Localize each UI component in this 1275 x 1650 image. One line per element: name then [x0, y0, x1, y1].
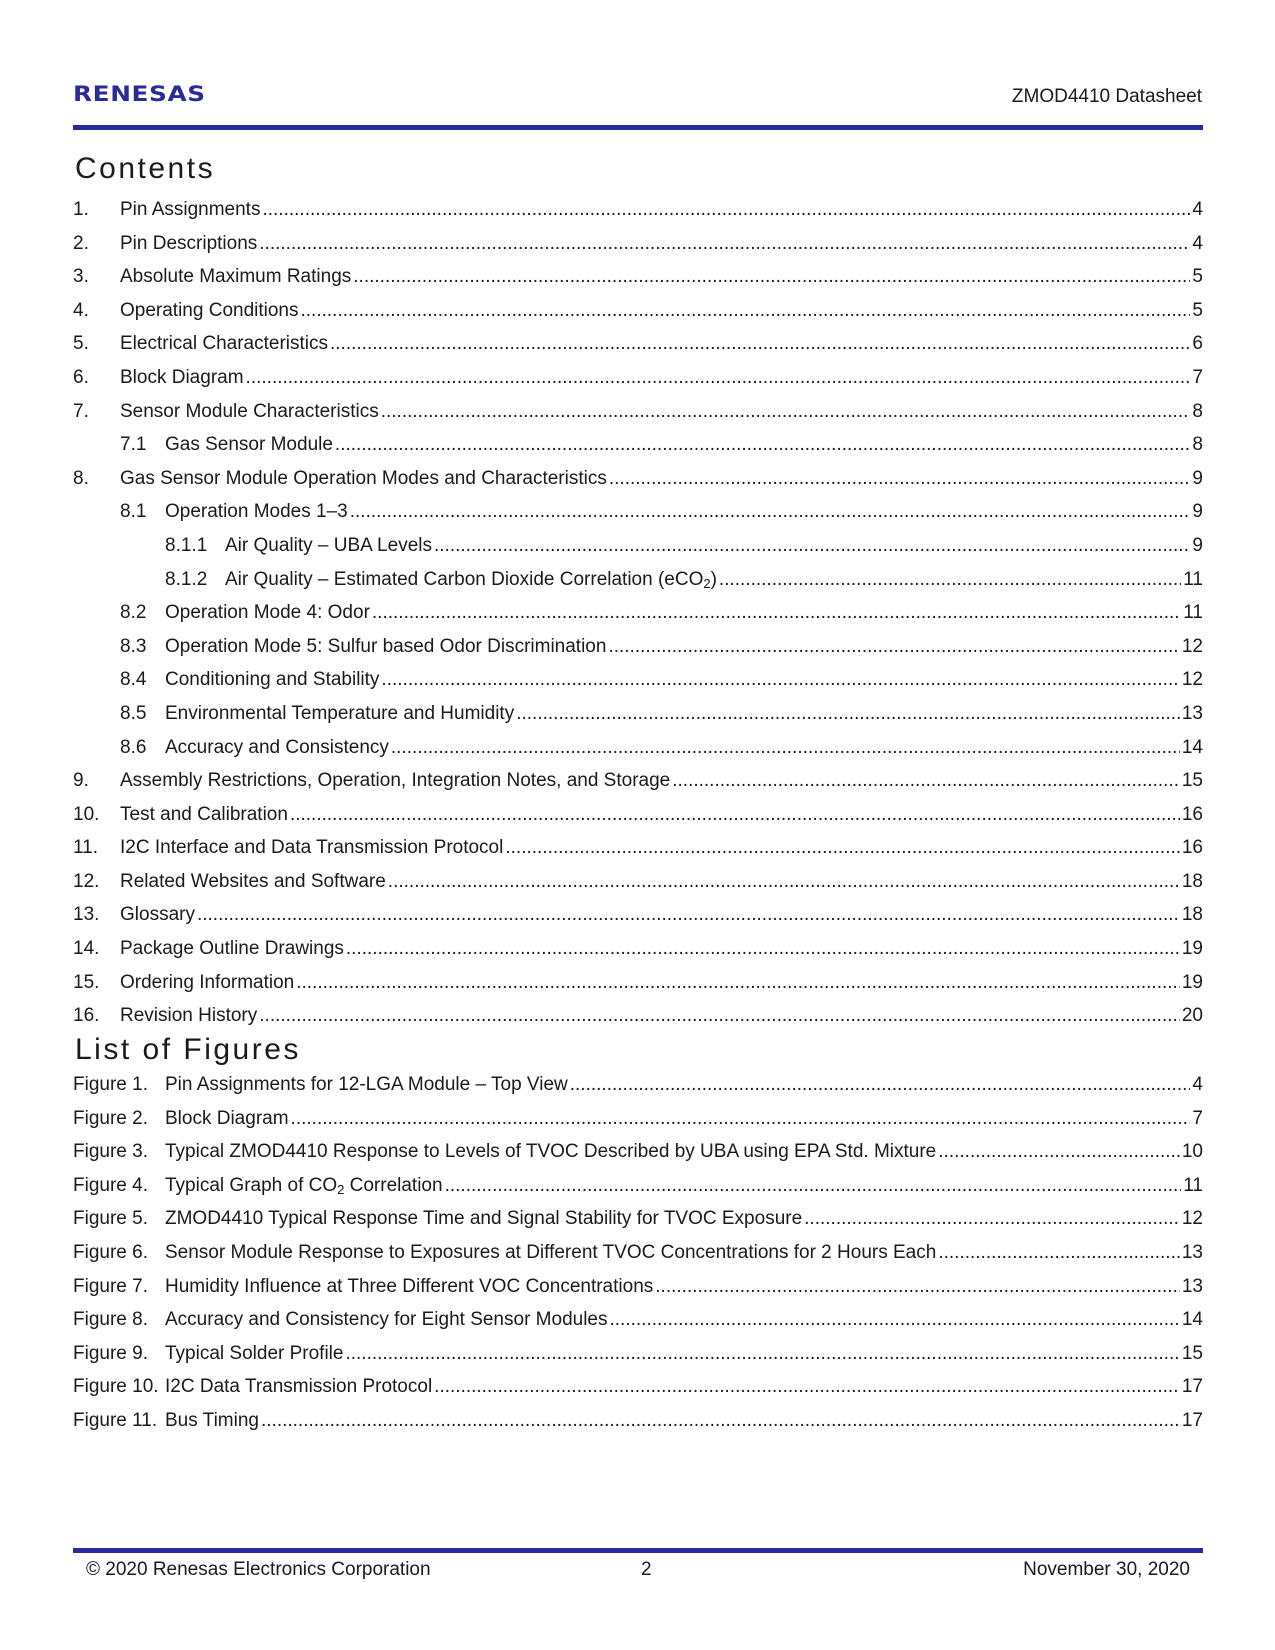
toc-number: 4. — [73, 299, 89, 321]
toc-entry[interactable] — [73, 898, 1203, 932]
toc-number: 8.6 — [120, 736, 147, 758]
toc-title: Operating Conditions — [120, 299, 299, 321]
figure-entry[interactable] — [73, 1270, 1203, 1304]
footer-date: November 30, 2020 — [1023, 1559, 1190, 1580]
figure-entry[interactable] — [73, 1202, 1203, 1236]
toc-number: 7. — [73, 400, 89, 422]
figure-entry[interactable] — [73, 1135, 1203, 1169]
toc-number: 5. — [73, 333, 89, 355]
toc-number: 2. — [73, 232, 89, 254]
dot-leader — [259, 999, 1180, 1033]
dot-leader — [372, 596, 1181, 630]
figure-page: 4 — [1192, 1074, 1203, 1095]
toc-page: 9 — [1192, 534, 1203, 556]
figure-entry[interactable] — [73, 1102, 1203, 1136]
toc-entry[interactable] — [73, 361, 1203, 395]
toc-entry[interactable] — [73, 495, 1203, 529]
toc-title: Absolute Maximum Ratings — [120, 266, 352, 288]
figure-page: 7 — [1192, 1107, 1203, 1129]
footer-copyright: © 2020 Renesas Electronics Corporation — [86, 1559, 431, 1580]
toc-number: 8. — [73, 467, 89, 489]
toc-title: Operation Mode 4: Odor — [165, 602, 370, 624]
toc-number: 6. — [73, 366, 89, 388]
toc-page: 9 — [1192, 467, 1203, 489]
toc-page: 13 — [1181, 702, 1203, 724]
toc-entry[interactable] — [73, 327, 1203, 361]
header-rule — [73, 125, 1203, 130]
figure-entry[interactable] — [73, 1404, 1203, 1438]
toc-entry[interactable] — [73, 227, 1203, 261]
dot-leader — [804, 1202, 1180, 1236]
toc-title: Glossary — [120, 904, 195, 926]
toc-title: Operation Modes 1–3 — [165, 501, 348, 523]
dot-leader — [719, 563, 1181, 597]
toc-title: Block Diagram — [120, 366, 244, 388]
subscript: 2 — [703, 575, 711, 591]
figure-title-text: Correlation — [344, 1174, 443, 1196]
table-of-contents — [73, 193, 1203, 1033]
dot-leader — [345, 1337, 1179, 1371]
toc-page: 11 — [1183, 602, 1203, 624]
toc-number: 1. — [73, 199, 89, 220]
toc-entry[interactable] — [73, 999, 1203, 1033]
figure-title — [165, 1169, 443, 1203]
toc-title: Pin Descriptions — [120, 232, 258, 254]
toc-number: 7.1 — [120, 434, 147, 456]
toc-entry[interactable] — [73, 529, 1203, 563]
toc-page: 15 — [1181, 770, 1203, 792]
toc-page: 19 — [1181, 971, 1203, 993]
toc-title: Conditioning and Stability — [165, 669, 380, 691]
dot-leader — [381, 663, 1179, 697]
toc-title: Ordering Information — [120, 971, 295, 993]
figure-number: Figure 9. — [73, 1342, 148, 1364]
toc-number: 13. — [73, 904, 100, 926]
figure-number: Figure 7. — [73, 1275, 148, 1297]
toc-page: 5 — [1192, 299, 1203, 321]
toc-page: 6 — [1192, 333, 1203, 355]
toc-page: 4 — [1192, 199, 1203, 220]
toc-entry[interactable] — [73, 831, 1203, 865]
figure-page: 13 — [1181, 1275, 1203, 1297]
toc-number: 10. — [73, 803, 100, 825]
figure-page: 13 — [1181, 1241, 1203, 1263]
figure-title: I2C Data Transmission Protocol — [165, 1376, 433, 1398]
toc-number: 8.4 — [120, 669, 147, 691]
dot-leader — [246, 361, 1191, 395]
figure-title: Typical ZMOD4410 Response to Levels of TVOC Described by UBA using EPA Std. Mixture — [165, 1141, 937, 1163]
toc-title-text: ) — [710, 568, 717, 590]
figure-number: Figure 8. — [73, 1309, 148, 1331]
toc-title: I2C Interface and Data Transmission Protocol — [120, 837, 504, 859]
contents-heading: Contents — [75, 152, 216, 185]
dot-leader — [391, 731, 1180, 765]
toc-page: 20 — [1181, 1005, 1203, 1027]
toc-page: 14 — [1181, 736, 1203, 758]
toc-title: Pin Assignments — [120, 199, 261, 220]
dot-leader — [262, 193, 1190, 227]
toc-title-text: Air Quality – Estimated Carbon Dioxide Correlation (eCO — [225, 568, 704, 590]
toc-title: Electrical Characteristics — [120, 333, 328, 355]
dot-leader — [434, 529, 1190, 563]
figure-title: Sensor Module Response to Exposures at Different TVOC Concentrations for 2 Hours Each — [165, 1241, 937, 1263]
toc-title: Gas Sensor Module — [165, 434, 333, 456]
toc-title: Package Outline Drawings — [120, 938, 344, 960]
toc-entry[interactable] — [73, 731, 1203, 765]
toc-page: 12 — [1181, 635, 1203, 657]
figure-entry[interactable] — [73, 1303, 1203, 1337]
toc-entry[interactable] — [73, 395, 1203, 429]
figure-title: Bus Timing — [165, 1409, 259, 1431]
toc-page: 8 — [1192, 400, 1203, 422]
figure-number: Figure 10. — [73, 1376, 159, 1398]
toc-number: 12. — [73, 870, 100, 892]
toc-number: 9. — [73, 770, 89, 792]
dot-leader — [335, 428, 1191, 462]
document-title: ZMOD4410 Datasheet — [1011, 86, 1202, 107]
toc-entry[interactable] — [73, 193, 1203, 227]
dot-leader — [301, 294, 1191, 328]
figure-page: 14 — [1181, 1309, 1203, 1331]
figure-page: 11 — [1183, 1174, 1203, 1196]
toc-entry[interactable] — [73, 294, 1203, 328]
figure-number: Figure 2. — [73, 1107, 148, 1129]
figure-title: Humidity Influence at Three Different VOC Concentrations — [165, 1275, 654, 1297]
figure-number: Figure 5. — [73, 1208, 148, 1230]
footer-rule — [73, 1548, 1203, 1553]
dot-leader — [505, 831, 1180, 865]
dot-leader — [516, 697, 1180, 731]
figure-title: ZMOD4410 Typical Response Time and Signal Stability for TVOC Exposure — [165, 1208, 803, 1230]
toc-entry[interactable] — [73, 428, 1203, 462]
toc-entry[interactable] — [73, 764, 1203, 798]
toc-number: 14. — [73, 938, 100, 960]
toc-number: 8.2 — [120, 602, 147, 624]
figure-number: Figure 4. — [73, 1174, 148, 1196]
figure-title: Block Diagram — [165, 1107, 289, 1129]
figure-title: Accuracy and Consistency for Eight Sensor Modules — [165, 1309, 608, 1331]
dot-leader — [350, 495, 1191, 529]
toc-number: 15. — [73, 971, 100, 993]
toc-entry[interactable] — [73, 462, 1203, 496]
dot-leader — [381, 395, 1191, 429]
toc-entry[interactable] — [73, 260, 1203, 294]
toc-title: Test and Calibration — [120, 803, 288, 825]
dot-leader — [608, 630, 1179, 664]
toc-number: 3. — [73, 266, 89, 288]
toc-number: 8.3 — [120, 635, 147, 657]
toc-title — [225, 563, 717, 597]
toc-page: 8 — [1192, 434, 1203, 456]
toc-page: 11 — [1183, 568, 1203, 590]
dot-leader — [261, 1404, 1180, 1438]
toc-entry[interactable] — [73, 563, 1203, 597]
toc-entry[interactable] — [73, 596, 1203, 630]
dot-leader — [330, 327, 1190, 361]
figure-entry[interactable] — [73, 1370, 1203, 1404]
figure-title: Typical Solder Profile — [165, 1342, 344, 1364]
footer-page-number: 2 — [641, 1559, 652, 1580]
figure-entry[interactable] — [73, 1337, 1203, 1371]
toc-number: 8.1 — [120, 501, 147, 523]
toc-page: 12 — [1181, 669, 1203, 691]
dot-leader — [291, 1102, 1191, 1136]
toc-entry[interactable] — [73, 630, 1203, 664]
figure-number: Figure 1. — [73, 1074, 148, 1095]
figure-entry[interactable] — [73, 1068, 1203, 1102]
dot-leader — [610, 1303, 1180, 1337]
figures-heading: List of Figures — [75, 1033, 301, 1066]
figure-page: 17 — [1181, 1376, 1203, 1398]
renesas-logo: RENESAS — [73, 82, 206, 106]
figure-title: Pin Assignments for 12-LGA Module – Top View — [165, 1074, 568, 1095]
figure-entry[interactable] — [73, 1169, 1203, 1203]
list-of-figures — [73, 1068, 1203, 1438]
toc-title: Environmental Temperature and Humidity — [165, 702, 515, 724]
toc-title: Related Websites and Software — [120, 870, 386, 892]
toc-number: 8.1.2 — [165, 568, 208, 590]
figure-page: 10 — [1181, 1141, 1203, 1163]
toc-number: 16. — [73, 1005, 100, 1027]
figure-number: Figure 6. — [73, 1241, 148, 1263]
toc-entry[interactable] — [73, 798, 1203, 832]
toc-page: 5 — [1192, 266, 1203, 288]
toc-page: 16 — [1181, 837, 1203, 859]
toc-number: 8.1.1 — [165, 534, 208, 556]
dot-leader — [296, 966, 1180, 1000]
toc-title: Air Quality – UBA Levels — [225, 534, 432, 556]
dot-leader — [290, 798, 1180, 832]
dot-leader — [197, 898, 1180, 932]
toc-page: 9 — [1192, 501, 1203, 523]
toc-title: Gas Sensor Module Operation Modes and Characteristics — [120, 467, 607, 489]
dot-leader — [938, 1135, 1180, 1169]
figure-number: Figure 3. — [73, 1141, 148, 1163]
figure-entry[interactable] — [73, 1236, 1203, 1270]
dot-leader — [570, 1068, 1191, 1102]
toc-entry[interactable] — [73, 663, 1203, 697]
figure-title-text: Typical Graph of CO — [165, 1174, 338, 1196]
figure-page: 17 — [1181, 1409, 1203, 1431]
toc-title: Revision History — [120, 1005, 258, 1027]
subscript: 2 — [337, 1181, 345, 1197]
toc-entry[interactable] — [73, 865, 1203, 899]
dot-leader — [655, 1270, 1180, 1304]
toc-page: 18 — [1181, 870, 1203, 892]
dot-leader — [445, 1169, 1182, 1203]
toc-number: 11. — [73, 837, 99, 859]
toc-page: 4 — [1192, 232, 1203, 254]
toc-page: 16 — [1181, 803, 1203, 825]
figure-number: Figure 11. — [73, 1409, 158, 1431]
dot-leader — [434, 1370, 1180, 1404]
dot-leader — [388, 865, 1180, 899]
dot-leader — [938, 1236, 1180, 1270]
toc-title: Operation Mode 5: Sulfur based Odor Discrimination — [165, 635, 607, 657]
figure-page: 15 — [1181, 1342, 1203, 1364]
dot-leader — [259, 227, 1190, 261]
toc-title: Sensor Module Characteristics — [120, 400, 379, 422]
toc-page: 19 — [1181, 938, 1203, 960]
toc-entry[interactable] — [73, 966, 1203, 1000]
toc-title: Accuracy and Consistency — [165, 736, 389, 758]
toc-number: 8.5 — [120, 702, 147, 724]
toc-page: 7 — [1192, 366, 1203, 388]
dot-leader — [353, 260, 1190, 294]
dot-leader — [609, 462, 1191, 496]
figure-page: 12 — [1181, 1208, 1203, 1230]
toc-entry[interactable] — [73, 697, 1203, 731]
toc-entry[interactable] — [73, 932, 1203, 966]
dot-leader — [672, 764, 1180, 798]
dot-leader — [346, 932, 1180, 966]
toc-page: 18 — [1181, 904, 1203, 926]
toc-title: Assembly Restrictions, Operation, Integration Notes, and Storage — [120, 770, 671, 792]
